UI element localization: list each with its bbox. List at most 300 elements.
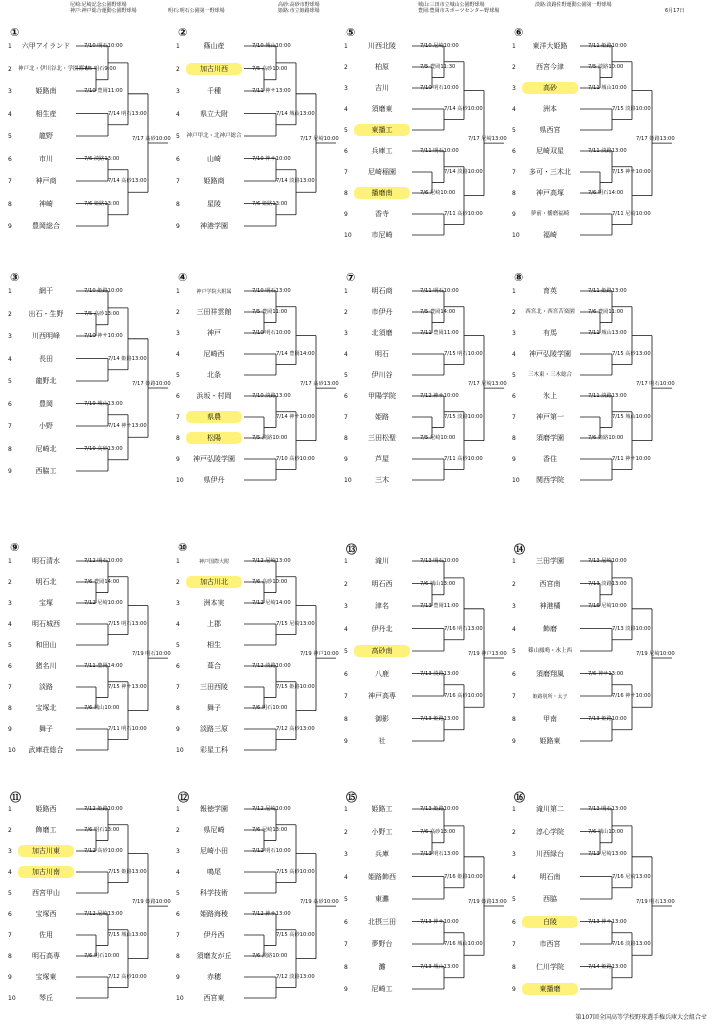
match-schedule: 7/17 明石10:00 [636, 381, 675, 388]
match-schedule: 7/16 神サ10:00 [612, 693, 651, 699]
match-schedule: 7/17 尼崎10:00 [300, 136, 339, 143]
team-seed-number: 6 [8, 911, 12, 918]
team-seed-number: 5 [176, 890, 180, 897]
match-schedule: 7/12 淡路13:00 [276, 974, 315, 980]
match-schedule: 7/17 姫路13:00 [636, 136, 675, 143]
team-name: 明石高専 [32, 952, 60, 960]
team-name: 県尼崎 [203, 826, 225, 834]
team-seed-number: 2 [512, 64, 516, 71]
team-name: 尼崎北 [35, 444, 57, 453]
bracket-number: ③ [10, 271, 20, 284]
match-schedule: 7/11 尼崎10:00 [612, 211, 651, 217]
team-seed-number: 6 [8, 155, 12, 163]
team-name: 北条 [207, 371, 221, 379]
team-seed-number: 3 [176, 330, 180, 337]
match-schedule: 7/19 明石13:00 [636, 899, 675, 906]
team-name: 龍野 [39, 132, 53, 140]
team-seed-number: 6 [176, 155, 180, 163]
team-name: 舞子 [39, 725, 53, 733]
team-name: 山崎 [207, 154, 221, 163]
match-schedule: 7/5 豊岡14:00 [420, 309, 456, 315]
team-seed-number: 6 [512, 393, 516, 400]
team-name: 相生 [207, 641, 221, 649]
team-seed-number: 5 [512, 648, 516, 655]
team-name: 柏原 [375, 63, 389, 71]
team-name: 仁川学院 [536, 962, 564, 971]
team-name: 滝川第二 [536, 805, 564, 813]
team-name: 高砂南 [354, 645, 410, 657]
team-name: 播磨南 [354, 187, 410, 199]
team-name: 小野 [39, 422, 53, 430]
team-name: 琴丘 [39, 994, 53, 1002]
match-schedule: 7/12 明石10:00 [252, 848, 291, 854]
team-name: 伊丹北 [371, 624, 393, 633]
team-seed-number: 1 [8, 288, 12, 295]
team-seed-number: 6 [8, 663, 12, 670]
team-seed-number: 6 [344, 670, 348, 678]
team-name: 浜坂・村岡 [196, 392, 232, 400]
match-schedule: 7/14 淡路13:00 [276, 178, 315, 184]
match-schedule: 7/6 明石10:00 [84, 953, 120, 959]
header-date: 6月17日 [665, 8, 685, 14]
match-schedule: 7/6 姫路13:00 [84, 200, 120, 207]
team-name: 三田西陵 [200, 683, 228, 691]
match-schedule: 7/11 神サ10:00 [612, 456, 651, 462]
bracket-number: ⑬ [346, 543, 357, 556]
match-schedule: 7/11 神サ13:00 [252, 88, 291, 94]
team-seed-number: 8 [176, 200, 180, 208]
team-name: 尼崎西 [203, 350, 225, 358]
team-seed-number: 7 [512, 414, 516, 421]
team-seed-number: 8 [8, 705, 12, 712]
match-schedule: 7/16 尼崎13:00 [612, 873, 651, 880]
team-name: 須磨学園 [536, 434, 564, 442]
team-name: 県伊丹 [203, 476, 225, 484]
match-schedule: 7/19 神戸10:00 [300, 651, 339, 658]
team-name: 明石南 [539, 872, 561, 881]
team-seed-number: 9 [344, 738, 348, 745]
team-name: 尼崎稲園 [368, 168, 396, 176]
match-schedule: 7/13 神サ10:00 [420, 918, 459, 925]
team-seed-number: 2 [8, 310, 12, 318]
team-seed-number: 3 [176, 88, 180, 95]
match-schedule: 7/5 高砂10:00 [252, 65, 288, 72]
team-name: 宝塚 [39, 599, 53, 607]
team-name: 甲南 [543, 714, 557, 723]
match-schedule: 7/13 淡路13:00 [420, 670, 459, 677]
team-name: 須磨東 [371, 105, 393, 113]
team-seed-number: 5 [344, 648, 348, 655]
match-schedule: 7/13 明石10:00 [420, 558, 459, 564]
team-seed-number: 9 [8, 974, 12, 981]
team-name: 神戸国際大附 [198, 559, 229, 565]
team-name: 洲本 [543, 105, 557, 113]
team-name: 神戸甲北・北神戸総合 [186, 133, 242, 139]
team-seed-number: 6 [512, 148, 516, 155]
match-schedule: 7/6 高砂10:00 [252, 579, 288, 585]
match-schedule: 7/12 尼崎14:00 [252, 600, 291, 606]
team-seed-number: 5 [8, 378, 12, 385]
match-schedule: 7/6 明石13:00 [84, 827, 120, 833]
match-schedule: 7/11 明石10:00 [108, 726, 147, 732]
team-seed-number: 6 [176, 663, 180, 670]
team-seed-number: 9 [512, 986, 516, 993]
team-seed-number: 1 [176, 288, 180, 295]
team-name: 市伊丹 [371, 308, 393, 316]
match-schedule: 7/10 姫路10:00 [84, 288, 123, 294]
team-name: 県西宮 [539, 126, 561, 134]
match-schedule: 7/17 尼崎13:00 [468, 136, 507, 143]
team-name: 姫路飾西 [368, 872, 396, 881]
team-seed-number: 1 [344, 558, 348, 565]
match-schedule: 7/12 高砂13:00 [276, 726, 315, 732]
team-seed-number: 3 [176, 600, 180, 607]
team-name: 西宮甲山 [32, 889, 60, 897]
match-schedule: 7/19 神戸13:00 [468, 651, 507, 658]
header-venues-c: 明石:明石公園第一野球場 [168, 8, 225, 14]
team-name: 明石 [375, 350, 389, 358]
team-name: 明石西 [371, 579, 393, 588]
team-name: 芦屋 [375, 455, 389, 463]
team-seed-number: 3 [512, 603, 516, 610]
match-schedule: 7/19 明石10:00 [132, 651, 171, 658]
match-schedule: 7/11 姫路13:00 [588, 288, 627, 294]
team-seed-number: 8 [512, 715, 516, 723]
match-schedule: 7/13 淡路13:00 [588, 580, 627, 587]
match-schedule: 7/13 姫路10:00 [588, 715, 627, 722]
team-seed-number: 8 [8, 200, 12, 208]
team-name: 東播磨 [522, 983, 578, 995]
team-seed-number: 7 [176, 178, 180, 185]
bracket-number: ④ [178, 271, 188, 284]
match-schedule: 7/13 尼崎13:00 [588, 851, 627, 857]
team-name: 神崎 [39, 199, 53, 208]
match-schedule: 7/13 明石13:00 [420, 851, 459, 857]
team-name: 報徳学園 [200, 805, 228, 813]
match-schedule: 7/5 尼崎10:00 [420, 435, 456, 441]
team-seed-number: 3 [176, 848, 180, 855]
team-name: 赤穂 [207, 973, 221, 981]
bracket-number: ⑫ [178, 791, 189, 804]
team-name: 北摂三田 [368, 917, 396, 926]
team-seed-number: 1 [8, 806, 12, 813]
team-name: 吉川 [375, 84, 389, 92]
match-schedule: 7/10 豊岡11:00 [84, 88, 123, 94]
team-seed-number: 4 [344, 625, 348, 633]
team-name: 和田山 [35, 641, 57, 649]
bracket-number: ⑮ [346, 791, 357, 804]
match-schedule: 7/12 尼崎10:00 [84, 600, 123, 606]
team-name: 兵庫 [375, 850, 389, 858]
team-name: 県立大附 [200, 109, 228, 118]
team-seed-number: 2 [176, 579, 180, 586]
match-schedule: 7/10 高砂13:00 [84, 445, 123, 452]
team-seed-number: 1 [176, 43, 180, 50]
match-schedule: 7/6 姫路13:00 [252, 200, 288, 207]
team-seed-number: 10 [344, 477, 352, 484]
bracket-lines [176, 285, 346, 515]
team-seed-number: 4 [8, 621, 12, 628]
team-seed-number: 6 [8, 400, 12, 408]
bracket-number: ⑦ [346, 271, 356, 284]
team-seed-number: 7 [344, 693, 348, 700]
team-seed-number: 3 [344, 851, 348, 858]
match-schedule: 7/12 尼崎13:00 [252, 558, 291, 564]
match-schedule: 7/15 神サ13:00 [108, 684, 147, 690]
team-seed-number: 5 [344, 127, 348, 134]
team-name: 姫路別所・太子 [532, 694, 568, 700]
bracket-number: ⑩ [178, 541, 188, 554]
team-name: 津名 [375, 602, 389, 610]
team-seed-number: 2 [512, 580, 516, 588]
team-seed-number: 7 [8, 423, 12, 430]
team-name: 加古川西 [186, 63, 242, 75]
match-schedule: 7/15 明石13:00 [108, 621, 147, 627]
team-seed-number: 10 [512, 232, 520, 239]
match-schedule: 7/10 高砂10:00 [276, 456, 315, 462]
match-schedule: 7/14 豊岡14:00 [276, 351, 315, 357]
team-seed-number: 2 [344, 309, 348, 316]
team-seed-number: 5 [176, 133, 180, 140]
match-schedule: 7/15 姫路10:00 [276, 684, 315, 690]
team-name: 飾磨工 [35, 826, 57, 834]
team-name: 川西緑台 [536, 850, 564, 858]
match-schedule: 7/15 城山10:00 [612, 414, 651, 420]
team-seed-number: 3 [344, 85, 348, 92]
team-seed-number: 5 [512, 896, 516, 903]
team-name: 氷上 [543, 392, 557, 400]
team-seed-number: 5 [512, 372, 516, 379]
team-seed-number: 6 [176, 393, 180, 400]
match-schedule: 7/15 高砂10:00 [276, 869, 315, 875]
match-schedule: 7/10 淡路13:00 [252, 393, 291, 399]
team-name: 千種 [207, 87, 221, 95]
team-seed-number: 7 [344, 414, 348, 421]
match-schedule: 7/5 高砂13:00 [84, 310, 120, 317]
match-schedule: 7/15 城山13:00 [108, 932, 147, 938]
match-schedule: 7/12 明石10:00 [84, 558, 123, 564]
match-schedule: 7/19 姫路13:00 [468, 899, 507, 906]
team-seed-number: 1 [8, 43, 12, 50]
team-name: 宝塚西 [35, 910, 57, 918]
team-seed-number: 7 [512, 693, 516, 700]
team-name: 飾磨 [543, 624, 557, 633]
team-seed-number: 9 [512, 738, 516, 745]
match-schedule: 7/14 淡路10:00 [444, 169, 483, 175]
team-seed-number: 9 [8, 726, 12, 733]
team-name: 洲本実 [203, 599, 225, 607]
bracket-number: ⑨ [10, 541, 20, 554]
team-name: 夢野台 [371, 940, 393, 948]
team-name: 六甲アイランド [21, 42, 71, 50]
team-seed-number: 1 [8, 558, 12, 565]
team-seed-number: 5 [8, 133, 12, 140]
team-name: 高砂 [522, 82, 578, 94]
team-name: 篠山鳳鳴・氷上西 [527, 648, 572, 654]
team-name: 出石・生野 [28, 309, 64, 318]
team-name: 姫路西 [35, 805, 57, 813]
team-name: 豊岡 [39, 399, 53, 408]
team-name: 神戸商 [35, 177, 57, 185]
team-name: 伊川谷 [371, 371, 393, 379]
team-name: 宝塚東 [35, 973, 57, 981]
match-schedule: 7/11 淡路13:00 [588, 148, 627, 154]
bracket-lines [176, 803, 346, 1033]
team-seed-number: 9 [344, 986, 348, 993]
team-seed-number: 8 [176, 705, 180, 712]
match-schedule: 7/11 明石10:00 [420, 148, 459, 154]
header-venues-a: 尼崎:尼崎記念公園野球場 神戸:神戸総合運動公園野球場 [70, 2, 137, 14]
match-schedule: 7/5 淡路10:00 [588, 64, 624, 70]
team-seed-number: 5 [512, 127, 516, 134]
team-seed-number: 1 [176, 558, 180, 565]
team-seed-number: 9 [176, 726, 180, 733]
team-seed-number: 6 [512, 918, 516, 926]
team-seed-number: 9 [512, 456, 516, 463]
team-seed-number: 7 [8, 932, 12, 939]
team-name: 伊丹西 [203, 931, 225, 939]
team-seed-number: 3 [8, 848, 12, 855]
team-seed-number: 4 [8, 869, 12, 876]
team-seed-number: 7 [8, 684, 12, 691]
bracket-number: ⑭ [514, 543, 525, 556]
team-seed-number: 5 [344, 372, 348, 379]
team-name: 上郡 [207, 620, 221, 628]
match-schedule: 7/12 神サ13:00 [252, 911, 291, 917]
team-name: 明石城西 [32, 620, 60, 628]
team-name: 武庫荘総合 [28, 746, 64, 754]
match-schedule: 7/13 神サ13:00 [588, 918, 627, 925]
match-schedule: 7/15 高砂13:00 [612, 351, 651, 357]
match-schedule: 7/6 尼崎13:00 [252, 827, 288, 833]
match-schedule: 7/13 淡路10:00 [612, 625, 651, 632]
team-name: 長田 [39, 354, 53, 363]
match-schedule: 7/15 神サ10:00 [612, 169, 651, 175]
team-seed-number: 1 [344, 288, 348, 295]
team-seed-number: 2 [176, 309, 180, 316]
team-seed-number: 3 [8, 88, 12, 95]
team-name: 淳心学院 [536, 827, 564, 836]
match-schedule: 7/6 城山13:00 [420, 580, 456, 587]
team-name: 尼崎工 [371, 985, 393, 993]
match-schedule: 7/11 城山13:00 [588, 330, 627, 336]
team-name: 福崎 [543, 231, 557, 239]
header-venues-e: 城山:三田市立城山公園野球場 豊岡:豊岡市スポーツセンター野球場 [418, 2, 500, 14]
team-seed-number: 7 [8, 178, 12, 185]
team-name: 須磨友が丘 [196, 952, 232, 960]
team-name: 網干 [39, 287, 53, 295]
team-seed-number: 10 [176, 477, 184, 484]
team-name: 神港学園 [200, 222, 228, 230]
team-seed-number: 8 [344, 190, 348, 197]
team-seed-number: 7 [176, 684, 180, 691]
match-schedule: 7/11 姫路10:00 [588, 43, 627, 49]
bracket-number: ⑯ [514, 791, 525, 804]
match-schedule: 7/12 高砂10:00 [108, 974, 147, 980]
match-schedule: 7/6 豊岡14:00 [84, 579, 120, 585]
team-seed-number: 5 [8, 642, 12, 649]
team-seed-number: 9 [176, 223, 180, 230]
match-schedule: 7/12 神サ10:00 [420, 393, 459, 399]
team-name: 育英 [543, 287, 557, 295]
team-seed-number: 4 [512, 351, 516, 358]
team-seed-number: 3 [8, 600, 12, 607]
team-name: 甲陽学院 [368, 392, 396, 400]
match-schedule: 7/6 高砂13:00 [420, 828, 456, 835]
team-seed-number: 4 [512, 873, 516, 881]
team-seed-number: 1 [344, 806, 348, 813]
team-seed-number: 8 [512, 963, 516, 971]
match-schedule: 7/17 高砂10:00 [132, 136, 171, 143]
match-schedule: 7/14 高砂13:00 [108, 178, 147, 184]
team-name: 川西明峰 [32, 332, 60, 340]
team-name: 東播工 [354, 124, 410, 136]
team-seed-number: 8 [512, 190, 516, 197]
team-seed-number: 2 [176, 65, 180, 73]
team-seed-number: 2 [8, 65, 12, 73]
bracket-number: ② [178, 26, 188, 39]
match-schedule: 7/12 淡路10:00 [252, 663, 291, 669]
team-name: 三田学園 [536, 557, 564, 565]
bracket-number: ⑧ [514, 271, 524, 284]
match-schedule: 7/6 尼崎10:00 [420, 190, 456, 196]
team-name: 神戸北・伊川谷北・学園都市 [18, 65, 90, 72]
team-name: 鳴尾 [207, 868, 221, 876]
team-seed-number: 3 [512, 851, 516, 858]
team-name: 川西北陵 [368, 42, 396, 50]
team-name: 相生産 [35, 109, 57, 118]
match-schedule: 7/10 尼崎10:00 [420, 43, 459, 49]
match-schedule: 7/14 城山13:00 [276, 110, 315, 117]
team-seed-number: 7 [344, 941, 348, 948]
team-name: 三田松聖 [368, 434, 396, 442]
match-schedule: 7/12 姫路10:00 [84, 806, 123, 812]
team-name: 西宮東 [203, 994, 225, 1002]
match-schedule: 7/16 淡路13:00 [612, 941, 651, 947]
team-seed-number: 4 [176, 869, 180, 876]
header-venues-d: 高砂:高砂市野球場 姫路:市立姫路球場 [278, 2, 320, 14]
bracket-lines [8, 803, 178, 1033]
team-name: 猪名川 [35, 662, 57, 670]
bracket-lines [176, 555, 346, 785]
team-seed-number: 5 [176, 372, 180, 379]
match-schedule: 7/15 姫路13:00 [108, 869, 147, 875]
team-name: 葺合 [207, 662, 221, 670]
team-name: 小野工 [371, 827, 393, 836]
bracket-lines [512, 40, 682, 270]
team-name: 市尼崎 [371, 231, 393, 239]
match-schedule: 7/5 豊岡11:00 [252, 309, 288, 315]
team-name: 三木東・三木総合 [527, 372, 572, 378]
match-schedule: 7/13 城山13:00 [420, 963, 459, 970]
match-schedule: 7/16 尼崎10:00 [588, 603, 627, 609]
match-schedule: 7/6 姫路10:00 [588, 435, 624, 441]
bracket-lines [344, 285, 514, 515]
team-name: 神戸弘陵学園 [529, 350, 571, 358]
match-schedule: 7/12 高砂10:00 [84, 848, 123, 854]
match-schedule: 7/10 明石10:00 [84, 43, 123, 49]
team-seed-number: 6 [176, 911, 180, 918]
team-seed-number: 4 [512, 625, 516, 633]
match-schedule: 7/13 豊岡11:00 [420, 603, 459, 609]
team-seed-number: 1 [176, 806, 180, 813]
team-name: 北須磨 [371, 329, 393, 337]
team-name: 兵庫工 [371, 147, 393, 155]
match-schedule: 7/13 姫路13:00 [420, 715, 459, 722]
team-seed-number: 8 [344, 963, 348, 971]
match-schedule: 7/17 姫路10:00 [132, 381, 171, 388]
team-seed-number: 8 [176, 953, 180, 960]
